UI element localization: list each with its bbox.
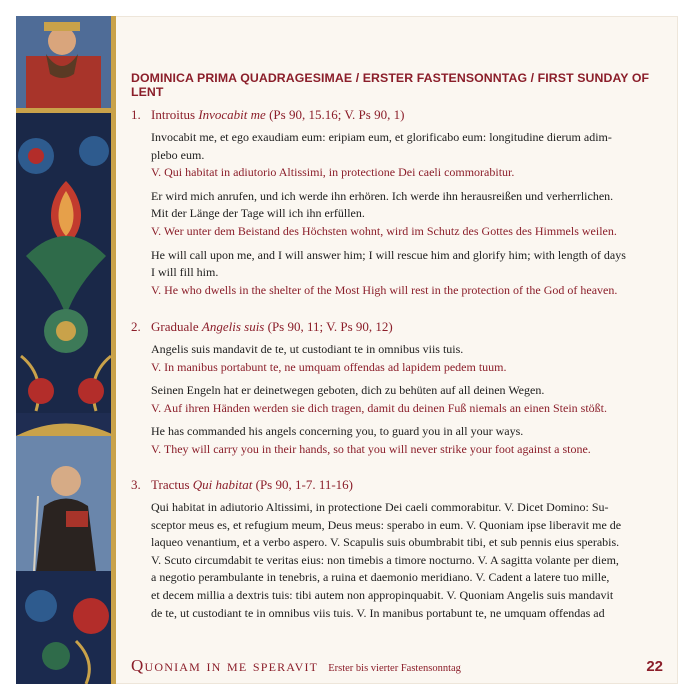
- verse-line: V. Qui habitat in adiutorio Altissimi, in protectione Dei caeli commorabitur.: [151, 165, 515, 180]
- section-number: 3.: [131, 477, 141, 492]
- text-line: plebo eum.: [151, 147, 205, 162]
- content-column: [131, 16, 663, 684]
- page-number: 22: [646, 658, 663, 675]
- section-title: [131, 106, 663, 123]
- latin-text: [151, 499, 663, 622]
- section-label: Tractus: [151, 477, 190, 492]
- section-label: Graduale: [151, 319, 199, 334]
- illuminated-border-art: [16, 16, 116, 684]
- text-line: Mit der Länge der Tage will ich ihn erfüllen.: [151, 206, 365, 221]
- german-text: [151, 188, 663, 241]
- text-line: a negotio perambulante in tenebris, a ruina et daemonio meridiano. V. Cadent a latere tuo mille,: [151, 570, 610, 585]
- verse-line: V. Wer unter dem Beistand des Höchsten wohnt, wird im Schutz des Gottes des Himmels weilen.: [151, 223, 617, 238]
- text-line: laqueo venantium, et a verbo aspero. V. Scapulis suis obumbrabit tibi, et sub pennis eius sperabis.: [151, 535, 620, 550]
- text-line: Qui habitat in adiutorio Altissimi, in protectione Dei caeli commorabitur. V. Dicet Domino: Su-: [151, 500, 609, 514]
- section-body: [151, 341, 663, 459]
- book-page: [16, 16, 678, 684]
- verse-line: V. In manibus portabunt te, ne umquam offendas ad lapidem pedem tuum.: [151, 359, 507, 374]
- section-reference: (Ps 90, 15.16; V. Ps 90, 1): [269, 107, 405, 122]
- text-line: Er wird mich anrufen, und ich werde ihn erhören. Ich werde ihn herausreißen und verherrlichen.: [151, 188, 614, 203]
- text-line: Angelis suis mandavit de te, ut custodiant te in omnibus viis tuis.: [151, 342, 464, 356]
- section-body: [151, 129, 663, 299]
- section-body: [151, 499, 663, 622]
- section-title: [131, 318, 663, 335]
- text-line: He will call upon me, and I will answer him; I will rescue him and glorify him; with length of days: [151, 247, 626, 262]
- footer-subtitle: Erster bis vierter Fastensonntag: [328, 663, 461, 674]
- text-line: V. Scuto circumdabit te veritas eius: non timebis a timore nocturno. V. A sagitta volante per diem,: [151, 552, 619, 567]
- verse-line: V. Auf ihren Händen werden sie dich tragen, damit du deinen Fuß niemals an einen Stein stößt.: [151, 400, 608, 415]
- text-line: et decem millia a dextris tuis: tibi autem non appropinquabit. V. Quoniam Angelis suis mandavit: [151, 587, 614, 602]
- text-line: He has commanded his angels concerning you, to guard you in all your ways.: [151, 424, 524, 439]
- section-graduale: [131, 318, 663, 459]
- illuminated-border: [16, 16, 116, 684]
- footer-title: Quoniam in me speravit: [131, 656, 319, 675]
- section-incipit: Angelis suis: [201, 319, 265, 334]
- latin-text: [151, 129, 663, 182]
- section-label: Introitus: [151, 107, 196, 122]
- verse-line: V. They will carry you in their hands, so that you will never strike your foot against a stone.: [151, 441, 591, 456]
- section-incipit: Qui habitat: [192, 477, 253, 492]
- section-reference: (Ps 90, 1-7. 11-16): [255, 477, 353, 492]
- section-title: [131, 476, 663, 493]
- text-line: Invocabit me, et ego exaudiam eum: eripiam eum, et glorificabo eum: longitudine dierum adim-: [151, 130, 612, 144]
- text-line: sceptor meus es, et refugium meum, Deus meus: sperabo in eum. V. Quoniam ipse liberavit me de: [151, 517, 622, 532]
- page-heading: DOMINICA PRIMA QUADRAGESIMAE / ERSTER FASTENSONNTAG / FIRST SUNDAY OF LENT: [131, 71, 650, 99]
- text-line: de te, ut custodiant te in omnibus viis tuis. V. In manibus portabunt te, ne umquam offendas ad: [151, 605, 605, 620]
- german-text: [151, 382, 663, 417]
- english-text: [151, 247, 663, 300]
- section-number: 1.: [131, 107, 141, 122]
- text-line: Seinen Engeln hat er deinetwegen geboten, dich zu behüten auf all deinen Wegen.: [151, 383, 545, 398]
- section-tractus: [131, 476, 663, 622]
- latin-text: [151, 341, 663, 376]
- section-incipit: Invocabit me: [198, 107, 266, 122]
- english-text: [151, 423, 663, 458]
- section-reference: (Ps 90, 11; V. Ps 90, 12): [267, 319, 393, 334]
- page-footer: [131, 656, 663, 680]
- section-introitus: [131, 106, 663, 299]
- section-number: 2.: [131, 319, 141, 334]
- text-line: I will fill him.: [151, 265, 219, 280]
- verse-line: V. He who dwells in the shelter of the Most High will rest in the protection of the God of heaven.: [151, 282, 618, 297]
